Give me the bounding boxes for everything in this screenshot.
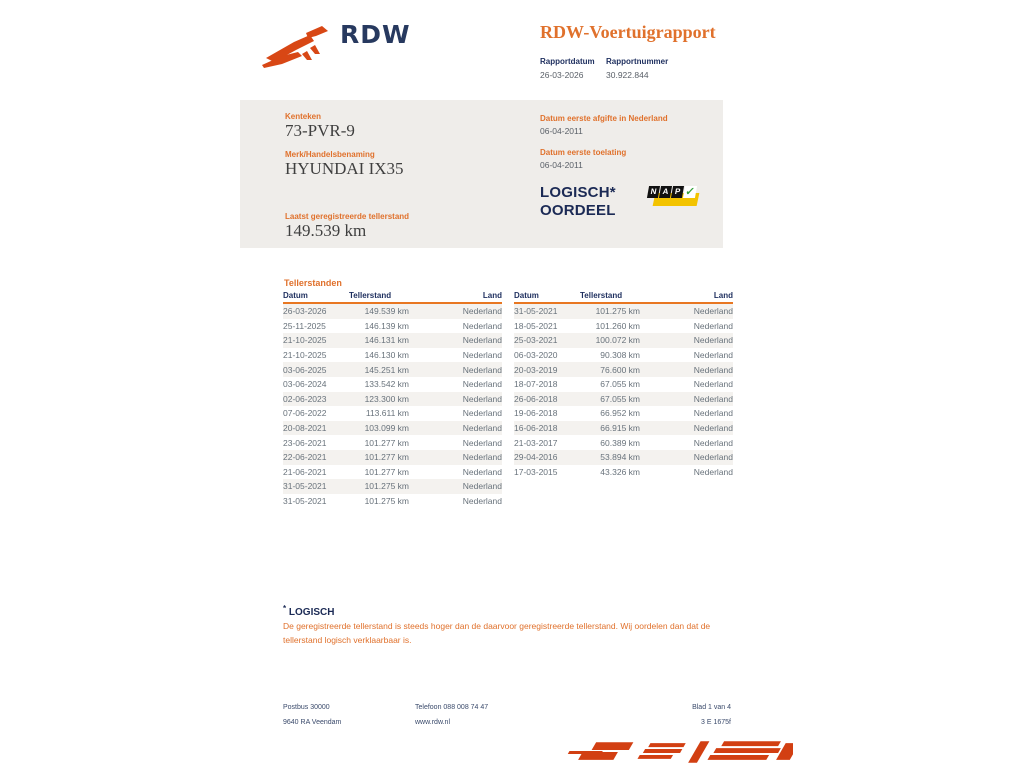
table-row [283, 406, 502, 421]
table-row [514, 450, 733, 465]
footnote-title [283, 604, 334, 618]
report-date-block [540, 57, 595, 80]
col-header-tellerstand: Tellerstand [349, 291, 392, 300]
report-date-value: 26-03-2026 [540, 70, 584, 80]
row-country: Nederland [462, 496, 502, 507]
table-row [283, 479, 502, 494]
toelating-value: 06-04-2011 [540, 160, 583, 170]
footer-website: www.rdw.nl [415, 719, 451, 726]
merk-label: Merk/Handelsbenaming [285, 150, 375, 159]
table-row [283, 392, 502, 407]
row-country: Nederland [462, 452, 502, 463]
vehicle-summary-panel [240, 100, 723, 248]
row-date: 26-06-2018 [514, 393, 558, 404]
row-country: Nederland [462, 393, 502, 404]
table-row [283, 465, 502, 480]
row-odometer: 43.326 km [600, 466, 640, 477]
row-odometer: 146.139 km [364, 320, 409, 331]
table-row [283, 435, 502, 450]
odometer-table-left [283, 291, 502, 508]
table-row [514, 348, 733, 363]
kenteken-value: 73-PVR-9 [285, 121, 355, 140]
row-country: Nederland [462, 408, 502, 419]
row-odometer: 101.275 km [364, 496, 409, 507]
row-date: 25-03-2021 [514, 335, 558, 346]
row-odometer: 66.952 km [600, 408, 640, 419]
footer-address-line2: 9640 RA Veendam [283, 719, 342, 726]
row-odometer: 145.251 km [364, 364, 409, 375]
row-date: 20-08-2021 [283, 423, 327, 434]
table-row [283, 333, 502, 348]
row-country: Nederland [693, 350, 733, 361]
row-date: 16-06-2018 [514, 423, 558, 434]
row-country: Nederland [693, 335, 733, 346]
table-row [514, 319, 733, 334]
row-country: Nederland [693, 408, 733, 419]
row-date: 19-06-2018 [514, 408, 558, 419]
row-odometer: 53.894 km [600, 452, 640, 463]
footnote-title-text: LOGISCH [288, 607, 335, 618]
row-odometer: 101.277 km [364, 452, 409, 463]
row-odometer: 101.275 km [595, 306, 640, 317]
row-date: 03-06-2025 [283, 364, 327, 375]
table-row [283, 421, 502, 436]
row-odometer: 67.055 km [600, 393, 640, 404]
report-number-label: Rapportnummer [606, 57, 669, 66]
table-row [514, 406, 733, 421]
row-date: 06-03-2020 [514, 350, 558, 361]
row-odometer: 103.099 km [364, 423, 409, 434]
footer-address [283, 700, 341, 730]
nap-letter-n: N [647, 186, 660, 198]
row-date: 31-05-2021 [283, 496, 327, 507]
nap-letter-p: P [671, 186, 684, 198]
row-date: 31-05-2021 [514, 306, 558, 317]
table-row [514, 465, 733, 480]
tellerstanden-heading: Tellerstanden [284, 278, 342, 288]
table-row [514, 333, 733, 348]
toelating-label: Datum eerste toelating [540, 148, 627, 157]
afgifte-value: 06-04-2011 [540, 126, 583, 136]
footnote-marker: * [283, 604, 287, 613]
row-country: Nederland [462, 423, 502, 434]
table-row [283, 494, 502, 509]
table-row [283, 304, 502, 319]
oordeel-line2: OORDEEL [540, 202, 616, 219]
row-country: Nederland [462, 320, 502, 331]
col-header-datum: Datum [514, 291, 539, 300]
row-country: Nederland [693, 466, 733, 477]
row-country: Nederland [693, 306, 733, 317]
kenteken-label: Kenteken [285, 112, 322, 121]
afgifte-label: Datum eerste afgifte in Nederland [540, 114, 668, 123]
col-header-datum: Datum [283, 291, 308, 300]
row-odometer: 60.389 km [600, 437, 640, 448]
table-row [283, 450, 502, 465]
row-date: 22-06-2021 [283, 452, 327, 463]
footer-pagination [630, 700, 731, 730]
col-header-land: Land [482, 291, 502, 300]
row-date: 07-06-2022 [283, 408, 327, 419]
table-row [283, 348, 502, 363]
table-row [283, 319, 502, 334]
table-row [283, 362, 502, 377]
table-header [514, 291, 733, 304]
row-date: 25-11-2025 [283, 320, 326, 331]
row-odometer: 113.611 km [365, 408, 409, 419]
row-date: 21-03-2017 [514, 437, 558, 448]
row-country: Nederland [462, 335, 502, 346]
row-date: 29-04-2016 [514, 452, 558, 463]
row-country: Nederland [693, 423, 733, 434]
rdw-stripes-decoration-icon [548, 737, 793, 767]
row-odometer: 146.130 km [364, 350, 409, 361]
row-country: Nederland [462, 437, 502, 448]
merk-value: HYUNDAI IX35 [285, 159, 404, 178]
row-date: 21-06-2021 [283, 466, 327, 477]
row-country: Nederland [693, 393, 733, 404]
row-date: 26-03-2026 [283, 306, 327, 317]
row-odometer: 123.300 km [364, 393, 409, 404]
row-date: 02-06-2023 [283, 393, 327, 404]
row-odometer: 90.308 km [600, 350, 640, 361]
oordeel-verdict [540, 184, 616, 220]
col-header-tellerstand: Tellerstand [580, 291, 623, 300]
row-country: Nederland [462, 481, 502, 492]
rdw-bird-logo-icon [260, 24, 332, 70]
footer-page-number: Blad 1 van 4 [692, 704, 731, 711]
footer-phone: Telefoon 088 008 74 47 [415, 704, 489, 711]
nap-check-icon: ✓ [684, 186, 696, 198]
footer-contact [415, 700, 488, 730]
row-country: Nederland [693, 320, 733, 331]
col-header-land: Land [713, 291, 733, 300]
row-date: 21-10-2025 [283, 335, 327, 346]
footer-doc-code: 3 E 1675f [701, 719, 731, 726]
odometer-table-right [514, 291, 733, 479]
row-country: Nederland [693, 379, 733, 390]
tellerstand-value: 149.539 km [285, 221, 367, 240]
row-country: Nederland [462, 466, 502, 477]
page-title: RDW-Voertuigrapport [540, 22, 716, 42]
row-date: 20-03-2019 [514, 364, 558, 375]
table-row [514, 435, 733, 450]
table-row [283, 377, 502, 392]
row-date: 17-03-2015 [514, 466, 558, 477]
oordeel-line1: LOGISCH* [540, 184, 616, 201]
row-date: 21-10-2025 [283, 350, 327, 361]
row-date: 18-07-2018 [514, 379, 558, 390]
row-odometer: 76.600 km [600, 364, 640, 375]
table-row [514, 377, 733, 392]
footer-address-line1: Postbus 30000 [283, 704, 330, 711]
footnote-text: De geregistreerde tellerstand is steeds hoger dan de daarvoor geregistreerde tellerstand. Wij oordelen dan dat de tellerstand logisch verklaarbaar is. [283, 621, 711, 645]
row-country: Nederland [693, 364, 733, 375]
row-odometer: 101.260 km [595, 320, 640, 331]
row-odometer: 101.275 km [364, 481, 409, 492]
rdw-logo-wordmark: RDW [340, 20, 411, 49]
row-country: Nederland [693, 452, 733, 463]
row-country: Nederland [462, 364, 502, 375]
row-country: Nederland [462, 350, 502, 361]
row-odometer: 133.542 km [364, 379, 409, 390]
report-number-block [606, 57, 668, 80]
row-date: 23-06-2021 [283, 437, 327, 448]
table-body [514, 304, 733, 479]
row-odometer: 101.277 km [364, 437, 409, 448]
table-body [283, 304, 502, 508]
tellerstand-label: Laatst geregistreerde tellerstand [285, 212, 410, 221]
table-row [514, 392, 733, 407]
row-odometer: 66.915 km [600, 423, 640, 434]
row-date: 03-06-2024 [283, 379, 327, 390]
table-row [514, 304, 733, 319]
row-odometer: 67.055 km [600, 379, 640, 390]
row-country: Nederland [462, 306, 502, 317]
row-odometer: 101.277 km [364, 466, 409, 477]
report-date-label: Rapportdatum [540, 57, 595, 66]
table-header [283, 291, 502, 304]
nap-logo [647, 184, 699, 210]
nap-letter-a: A [659, 186, 672, 198]
table-row [514, 362, 733, 377]
row-country: Nederland [693, 437, 733, 448]
row-odometer: 146.131 km [364, 335, 409, 346]
report-number-value: 30.922.844 [606, 70, 649, 80]
row-date: 18-05-2021 [514, 320, 558, 331]
row-odometer: 100.072 km [595, 335, 640, 346]
table-row [514, 421, 733, 436]
row-country: Nederland [462, 379, 502, 390]
row-odometer: 149.539 km [364, 306, 409, 317]
row-date: 31-05-2021 [283, 481, 327, 492]
